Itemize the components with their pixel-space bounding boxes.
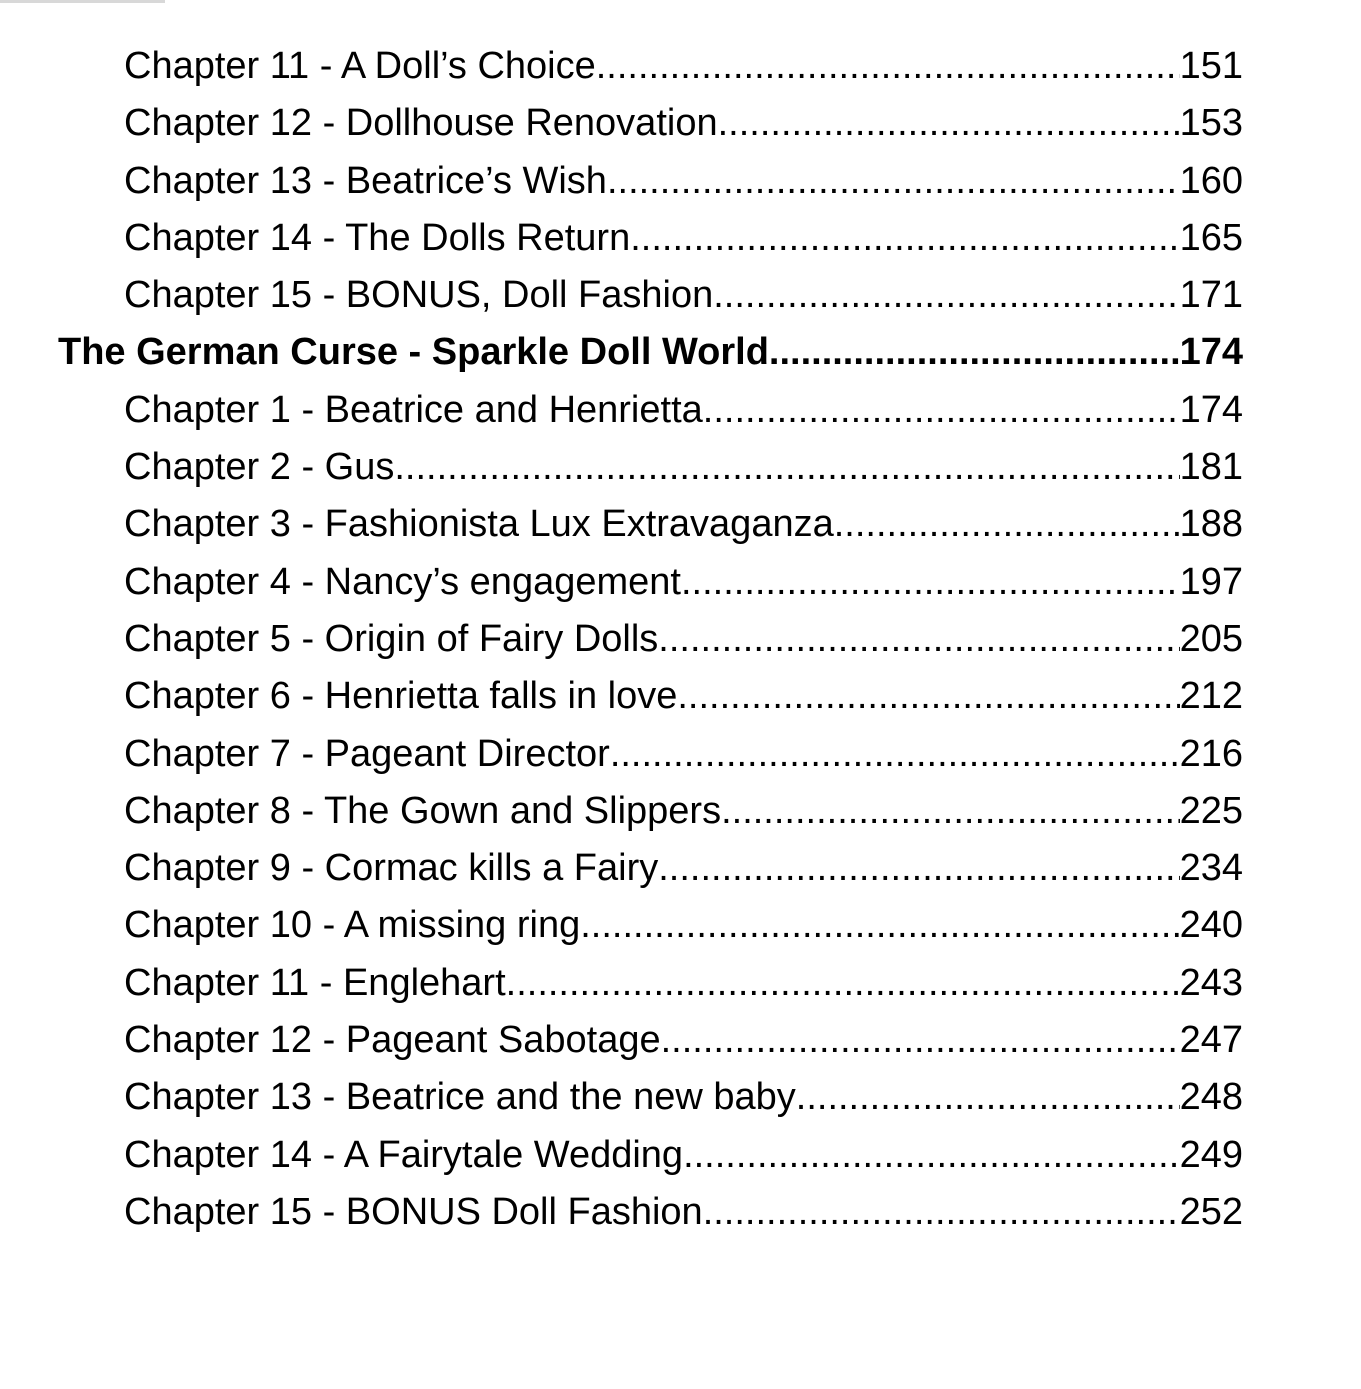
- toc-dot-leader: [703, 1184, 1180, 1241]
- toc-dot-leader: [703, 382, 1180, 439]
- toc-entry-page: 252: [1179, 1190, 1243, 1233]
- toc-entry[interactable]: [0, 95, 1361, 152]
- toc-dot-leader: [607, 153, 1180, 210]
- toc-entry-page: 205: [1179, 617, 1243, 660]
- toc-entry-title: Chapter 1 - Beatrice and Henrietta: [124, 388, 703, 431]
- toc-entry-page: 249: [1179, 1133, 1243, 1176]
- toc-entry-page: 165: [1179, 216, 1243, 259]
- toc-entry[interactable]: [0, 1012, 1361, 1069]
- toc-entry[interactable]: [0, 668, 1361, 725]
- toc-dot-leader: [713, 267, 1179, 324]
- toc-dot-leader: [683, 1127, 1180, 1184]
- toc-dot-leader: [681, 554, 1180, 611]
- toc-entry-title: Chapter 5 - Origin of Fairy Dolls: [124, 617, 659, 660]
- toc-dot-leader: [610, 726, 1180, 783]
- toc-entry-title: Chapter 8 - The Gown and Slippers: [124, 789, 722, 832]
- toc-entry[interactable]: [0, 726, 1361, 783]
- toc-dot-leader: [596, 38, 1180, 95]
- toc-entry-title: Chapter 11 - A Doll’s Choice: [124, 45, 596, 87]
- toc-dot-leader: [580, 897, 1179, 954]
- toc-entry-title: Chapter 3 - Fashionista Lux Extravaganza: [124, 503, 834, 546]
- table-of-contents: [0, 38, 1361, 1241]
- toc-dot-leader: [630, 210, 1179, 267]
- toc-dot-leader: [718, 95, 1180, 152]
- toc-entry[interactable]: [0, 210, 1361, 267]
- toc-dot-leader: [834, 496, 1180, 553]
- toc-entry[interactable]: [0, 267, 1361, 324]
- toc-dot-leader: [796, 1069, 1180, 1126]
- toc-entry-page: 216: [1179, 732, 1243, 775]
- toc-entry-page: 174: [1179, 388, 1243, 431]
- toc-dot-leader: [661, 1012, 1180, 1069]
- toc-entry-page: 153: [1179, 102, 1243, 145]
- toc-entry-title: Chapter 15 - BONUS, Doll Fashion: [124, 274, 714, 317]
- toc-entry-title: Chapter 14 - The Dolls Return: [124, 216, 631, 259]
- toc-entry-page: 225: [1179, 789, 1243, 832]
- toc-entry[interactable]: [0, 783, 1361, 840]
- toc-entry-title: Chapter 15 - BONUS Doll Fashion: [124, 1190, 703, 1233]
- toc-dot-leader: [658, 611, 1179, 668]
- toc-dot-leader: [658, 840, 1179, 897]
- toc-entry-page: 247: [1179, 1019, 1243, 1062]
- toc-section-title: The German Curse - Sparkle Doll World: [58, 331, 769, 374]
- toc-entry[interactable]: [0, 1069, 1361, 1126]
- toc-entry-title: Chapter 13 - Beatrice’s Wish: [124, 159, 607, 202]
- toc-entry[interactable]: [0, 439, 1361, 496]
- top-rule: [0, 0, 165, 3]
- toc-entry[interactable]: [0, 611, 1361, 668]
- toc-entry-page: 197: [1179, 560, 1243, 603]
- toc-entry[interactable]: [0, 1184, 1361, 1241]
- toc-entry-title: Chapter 13 - Beatrice and the new baby: [124, 1076, 796, 1119]
- toc-entry-page: 248: [1179, 1076, 1243, 1119]
- toc-entry[interactable]: [0, 1127, 1361, 1184]
- toc-entry-title: Chapter 6 - Henrietta falls in love: [124, 675, 678, 718]
- toc-entry[interactable]: [0, 38, 1361, 95]
- toc-entry-page: 181: [1179, 446, 1243, 489]
- toc-entry-title: Chapter 14 - A Fairytale Wedding: [124, 1133, 684, 1176]
- toc-entry-page: 160: [1179, 159, 1243, 202]
- toc-entry[interactable]: [0, 897, 1361, 954]
- toc-entry-page: 243: [1179, 961, 1243, 1004]
- toc-section-heading[interactable]: [0, 324, 1361, 381]
- toc-dot-leader: [506, 955, 1180, 1012]
- toc-dot-leader: [721, 783, 1180, 840]
- toc-entry-page: 171: [1179, 274, 1243, 317]
- toc-entry-title: Chapter 4 - Nancy’s engagement: [124, 560, 681, 603]
- toc-entry[interactable]: [0, 554, 1361, 611]
- toc-entry[interactable]: [0, 955, 1361, 1012]
- toc-entry-page: 188: [1179, 503, 1243, 546]
- toc-entry-page: 151: [1179, 45, 1243, 87]
- toc-entry-title: Chapter 11 - Englehart: [124, 961, 506, 1004]
- toc-entry-title: Chapter 9 - Cormac kills a Fairy: [124, 847, 659, 890]
- toc-entry[interactable]: [0, 382, 1361, 439]
- toc-entry-page: 212: [1179, 675, 1243, 718]
- toc-dot-leader: [769, 324, 1180, 381]
- toc-entry-title: Chapter 2 - Gus: [124, 446, 395, 489]
- toc-entry-page: 240: [1179, 904, 1243, 947]
- toc-dot-leader: [677, 668, 1179, 725]
- toc-entry-title: Chapter 12 - Pageant Sabotage: [124, 1019, 661, 1062]
- toc-entry-title: Chapter 12 - Dollhouse Renovation: [124, 102, 718, 145]
- toc-entry-title: Chapter 10 - A missing ring: [124, 904, 581, 947]
- toc-entry[interactable]: [0, 840, 1361, 897]
- toc-entry-page: 234: [1179, 847, 1243, 890]
- toc-section-page: 174: [1179, 331, 1243, 374]
- toc-entry[interactable]: [0, 496, 1361, 553]
- toc-entry-title: Chapter 7 - Pageant Director: [124, 732, 610, 775]
- toc-entry[interactable]: [0, 153, 1361, 210]
- toc-dot-leader: [394, 439, 1179, 496]
